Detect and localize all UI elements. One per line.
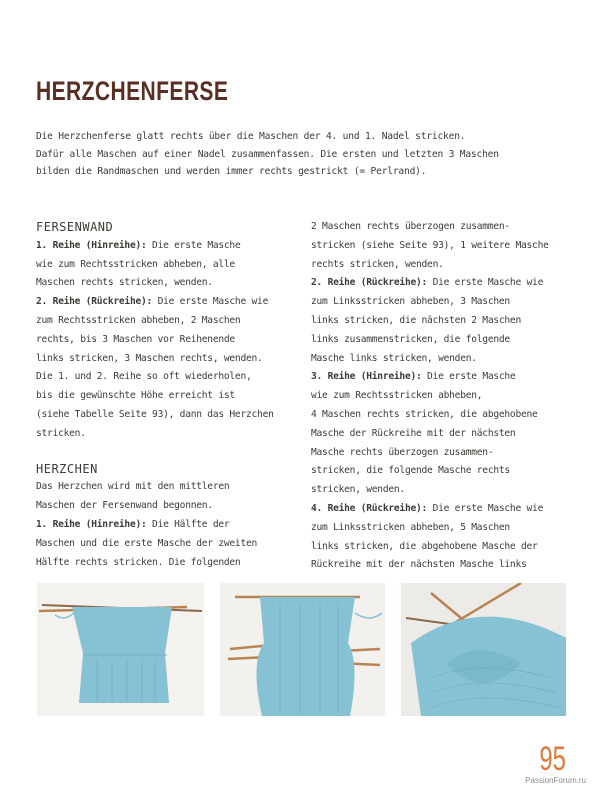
text-line: stricken. — [36, 427, 86, 439]
intro-paragraph — [36, 128, 576, 181]
text-line: bis die gewünschte Höhe erreicht ist — [36, 390, 235, 402]
text-line: stricken, die folgende Masche rechts — [311, 465, 510, 477]
text-line: Maschen der Fersenwand begonnen. — [36, 500, 213, 512]
row-label: 2. Reihe (Rückreihe): — [311, 277, 428, 289]
text-line: zum Linksstricken abheben, 5 Maschen — [311, 521, 510, 533]
text-line: 1. Reihe (Hinreihe): Die erste Masche — [36, 239, 241, 251]
right-column — [311, 218, 577, 575]
intro-line: bilden die Randmaschen und werden immer rechts gestrickt (= Perlrand). — [36, 166, 427, 177]
photo-heel-flap — [37, 583, 204, 716]
text-line: 4. Reihe (Rückreihe): Die erste Masche wie — [311, 502, 544, 514]
page-title: HERZCHENFERSE — [36, 76, 229, 106]
text-line: wie zum Rechtsstricken abheben, alle — [36, 258, 235, 270]
text-line: zum Linksstricken abheben, 3 Maschen — [311, 296, 510, 308]
photo-heel-needles — [220, 583, 385, 716]
text-line: Masche der Rückreihe mit der nächsten — [311, 427, 516, 439]
photo-heart-heel — [401, 583, 566, 716]
row-label: 2. Reihe (Rückreihe): — [36, 296, 153, 308]
heading-fersenwand: FERSENWAND — [36, 220, 114, 234]
text-line: Maschen rechts stricken, wenden. — [36, 277, 213, 289]
text-line: 2. Reihe (Rückreihe): Die erste Masche wie — [311, 277, 544, 289]
text-line: links zusammenstricken, die folgende — [311, 333, 510, 345]
text-line: Hälfte rechts stricken. Die folgenden — [36, 556, 241, 568]
text-line: rechts, bis 3 Maschen vor Reihenende — [36, 333, 235, 345]
text-line: links stricken, 3 Maschen rechts, wenden. — [36, 352, 263, 364]
text-line: zum Rechtsstricken abheben, 2 Maschen — [36, 314, 241, 326]
text-line: wie zum Rechtsstricken abheben, — [311, 390, 483, 402]
text-line: 3. Reihe (Hinreihe): Die erste Masche — [311, 371, 516, 383]
row-label: 4. Reihe (Rückreihe): — [311, 502, 428, 514]
text-line: Das Herzchen wird mit den mittleren — [36, 481, 230, 493]
row-label: 1. Reihe (Hinreihe): — [36, 239, 147, 251]
text-line: Maschen und die erste Masche der zweiten — [36, 537, 258, 549]
text-line: links stricken, die abgehobene Masche der — [311, 540, 538, 552]
text-line: Masche rechts überzogen zusammen- — [311, 446, 494, 458]
text-line: links stricken, die nächsten 2 Maschen — [311, 314, 521, 326]
text-line: stricken (siehe Seite 93), 1 weitere Masche — [311, 239, 549, 251]
intro-line: Dafür alle Maschen auf einer Nadel zusammenfassen. Die ersten und letzten 3 Maschen — [36, 148, 499, 160]
text-line: (siehe Tabelle Seite 93), dann das Herzchen — [36, 408, 274, 420]
text-line: Die 1. und 2. Reihe so oft wiederholen, — [36, 371, 252, 383]
text-line: 2 Maschen rechts überzogen zusammen- — [311, 221, 510, 232]
text-line: Rückreihe mit der nächsten Masche links — [311, 559, 527, 571]
text-line: Masche links stricken, wenden. — [311, 352, 477, 364]
text-line: 4 Maschen rechts stricken, die abgehobene — [311, 408, 538, 420]
row-label: 3. Reihe (Hinreihe): — [311, 371, 422, 383]
heading-herzchen: HERZCHEN — [36, 461, 98, 476]
text-line: rechts stricken, wenden. — [311, 258, 444, 270]
page-number: 95 — [539, 740, 566, 778]
watermark: PassionForum.ru — [525, 776, 586, 785]
text-line: 2. Reihe (Rückreihe): Die erste Masche wie — [36, 296, 269, 308]
row-label: 1. Reihe (Hinreihe): — [36, 518, 147, 530]
left-column — [36, 218, 296, 572]
text-line: stricken, wenden. — [311, 484, 405, 496]
intro-line: Die Herzchenferse glatt rechts über die Maschen der 4. und 1. Nadel stricken. — [36, 131, 466, 142]
text-line: 1. Reihe (Hinreihe): Die Hälfte der — [36, 518, 230, 530]
